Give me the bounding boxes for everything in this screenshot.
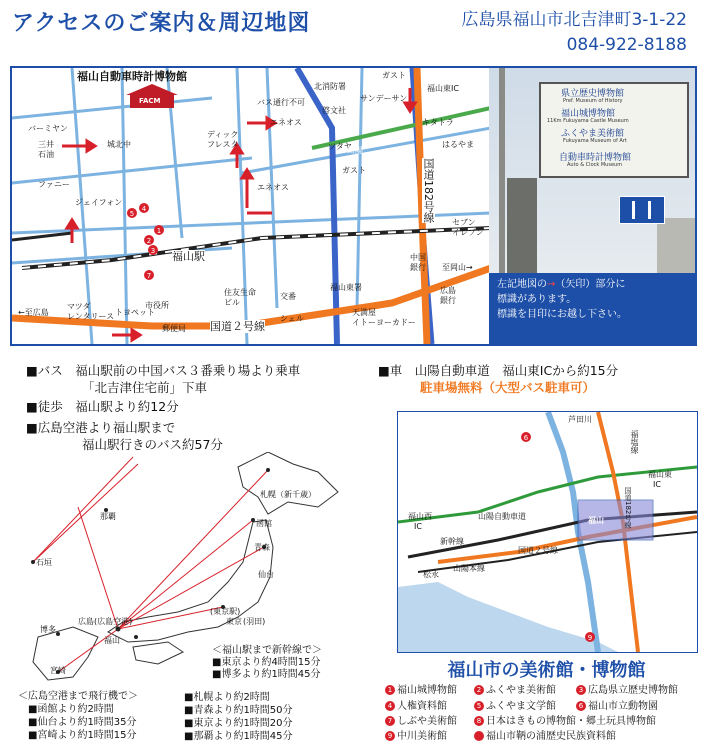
- area-map-shapes: [398, 412, 697, 652]
- sign-note: [489, 273, 695, 344]
- area-map: [397, 411, 698, 653]
- museum-item: [385, 715, 457, 728]
- label-dick: ディック: [207, 130, 239, 139]
- museum-item: [474, 730, 616, 743]
- area-label-route-2: 国道２号線: [518, 546, 558, 555]
- museum-number: 5: [474, 701, 484, 711]
- city-hakata: 博多: [40, 625, 56, 634]
- shinkansen-hakata: ■博多より約1時間45分: [212, 669, 321, 680]
- sign-line-2-en: 11Km Fukuyama Castle Museum: [547, 118, 629, 124]
- museum-name: 日本はきもの博物館・郷土玩具博物館: [486, 716, 656, 727]
- label-fancy: ファニー: [38, 180, 70, 189]
- svg-text:9: 9: [587, 634, 593, 642]
- museum-item: [576, 700, 658, 713]
- city-tokyo-station: (東京駅): [210, 607, 241, 616]
- label-kitatara: キタトラ: [422, 118, 454, 127]
- label-bus-no-pass: バス通行不可: [257, 98, 305, 107]
- label-rentalease: レンタリース: [67, 312, 115, 321]
- museum-number: 9: [385, 731, 395, 741]
- museum-number: 6: [576, 701, 586, 711]
- label-route-2: 国道２号線: [210, 320, 265, 333]
- phone-number: 084-922-8188: [566, 35, 687, 55]
- area-label-expressway: 山陽自動車道: [478, 512, 526, 521]
- svg-text:5: 5: [129, 210, 135, 218]
- access-bus-stop: 「北吉津住宅前」下車: [82, 380, 208, 395]
- museum-number: 7: [385, 716, 395, 726]
- label-eneos-2: エネオス: [257, 183, 289, 192]
- museum-name: しぶや美術館: [397, 716, 457, 727]
- museum-dot-icon: [474, 731, 484, 741]
- label-shell: シェル: [280, 314, 304, 323]
- museum-item: [474, 715, 656, 728]
- direction-sign: [539, 82, 689, 178]
- city-aomori: 青森: [254, 543, 270, 552]
- access-walk: ■徒歩 福山駅より約12分: [26, 399, 179, 414]
- label-fukuyama-station: 福山駅: [172, 250, 205, 263]
- street-map: [10, 66, 493, 346]
- area-label-nishi-ic: 福山西: [408, 512, 432, 521]
- sign-line-1: 県立歴史博物館: [561, 89, 625, 99]
- flight-tokyo: ■東京より約1時間20分: [184, 718, 293, 729]
- label-sumitomo-bldg: ビル: [224, 298, 240, 307]
- label-eneos-1: エネオス: [270, 118, 302, 127]
- svg-text:4: 4: [141, 205, 147, 213]
- museum-name: ふくやま文学館: [486, 701, 556, 712]
- access-airport-bus: 福山駅行きのバス約57分: [82, 437, 223, 452]
- note-text-1: 左記地図の: [497, 279, 547, 290]
- label-chugoku-bank-2: 銀行: [410, 263, 426, 272]
- label-itoyokado: イトーヨーカドー: [352, 318, 416, 327]
- city-hiroshima: 広島(広島空港): [78, 617, 133, 626]
- area-label-nishi-ic-2: IC: [414, 522, 422, 531]
- area-label-fukuyama: 福山: [588, 516, 604, 525]
- label-kita-bosai: 北消防署: [314, 82, 346, 91]
- city-miyazaki: 宮崎: [50, 666, 66, 675]
- label-sumitomo: 住友生命: [224, 288, 256, 297]
- label-city-hall: 市役所: [145, 301, 169, 310]
- label-sunday: サンデーサン: [360, 94, 408, 103]
- label-mazda: マツダ: [67, 302, 91, 311]
- city-haneda: (羽田): [243, 617, 266, 626]
- page-title: アクセスのご案内＆周辺地図: [12, 11, 311, 36]
- museum-name: ふくやま美術館: [486, 685, 556, 696]
- access-bus: ■バス 福山駅前の中国バス３番乗り場より乗車: [26, 363, 301, 378]
- area-label-fukuen: 福塩線: [630, 430, 639, 454]
- label-jyohoku: 城北中: [107, 140, 131, 149]
- flight-aomori: ■青森より約1時間50分: [184, 705, 293, 716]
- museum-number: 8: [474, 716, 484, 726]
- area-label-higashi-ic-2: IC: [653, 480, 661, 489]
- label-mitsui: 三井: [38, 140, 54, 149]
- museum-name: 人権資料館: [397, 701, 447, 712]
- flight-sendai: ■仙台より約1時間35分: [28, 717, 137, 728]
- museum-item: [474, 684, 556, 697]
- area-label-ashida: 芦田川: [568, 415, 592, 424]
- sign-line-3-en: Fukuyama Museum of Art: [563, 138, 627, 144]
- label-keibunsha: 啓文社: [322, 106, 346, 115]
- museum-number: 2: [474, 685, 484, 695]
- city-sendai: 仙台: [258, 570, 274, 579]
- japan-map: [18, 452, 368, 750]
- road-sign-photo: [489, 66, 697, 346]
- access-airport: ■広島空港より福山駅まで: [26, 420, 176, 435]
- label-route-182: 国道182号線: [422, 158, 435, 223]
- museum-logo: FACM: [139, 97, 161, 105]
- city-sapporo: 札幌（新千歳）: [260, 490, 316, 499]
- museum-item: [385, 730, 447, 743]
- label-fresta: フレスタ: [207, 140, 239, 149]
- address-block: [461, 8, 687, 58]
- label-eleven: イレブン: [452, 228, 484, 237]
- museum-name: 広島県立歴史博物館: [588, 685, 678, 696]
- label-higashi-ic: 福山東IC: [427, 84, 459, 93]
- museum-number: 4: [385, 701, 395, 711]
- area-label-higashi-ic: 福山東: [648, 470, 672, 479]
- label-higashi-police: 福山東署: [330, 283, 362, 292]
- area-label-matsunaga: 松永: [423, 570, 439, 579]
- sign-line-2: 福山城博物館: [561, 109, 616, 119]
- label-hareyama: はるやま: [442, 140, 474, 149]
- flight-miyazaki: ■宮崎より約1時間15分: [28, 730, 137, 741]
- museum-name: 福山自動車時計博物館: [77, 70, 187, 83]
- parking-note: 駐車場無料（大型バス駐車可）: [420, 380, 596, 395]
- sign-line-1-en: Pref. Museum of History: [563, 98, 623, 104]
- label-post-office: 郵便局: [162, 324, 186, 333]
- label-burmise: バーミヤン: [28, 124, 68, 133]
- museum-number: 3: [576, 685, 586, 695]
- svg-text:3: 3: [150, 247, 156, 255]
- red-arrow-icon: →: [547, 279, 556, 290]
- museum-item: [474, 700, 556, 713]
- address: 広島県福山市北吉津町3-1-22: [461, 10, 687, 30]
- museum-name: 中川美術館: [397, 731, 447, 742]
- museum-item: [576, 684, 678, 697]
- label-tenmaya: 天満屋: [352, 308, 376, 317]
- sign-line-3: ふくやま美術館: [561, 129, 625, 139]
- area-label-route-182: 国道182号線: [624, 487, 632, 529]
- sign-line-4: 自動車時計博物館: [559, 153, 632, 163]
- shinkansen-tokyo: ■東京より約4時間15分: [212, 657, 321, 668]
- museum-item: [385, 684, 457, 697]
- city-tokyo-air: 東京: [226, 617, 242, 626]
- label-hiroshima-bank: 広島: [440, 286, 456, 295]
- label-toyopet: トヨペット: [115, 308, 155, 317]
- label-to-hiroshima: ←至広島: [18, 308, 49, 317]
- flight-sapporo: ■札幌より約2時間: [184, 692, 270, 703]
- flight-naha: ■那覇より約1時間45分: [184, 731, 293, 742]
- access-car: ■車 山陽自動車道 福山東ICから約15分: [378, 363, 619, 378]
- lane-sign-icon: [619, 196, 665, 224]
- label-hiroshima-bank-2: 銀行: [440, 296, 456, 305]
- city-naha: 那覇: [100, 512, 116, 521]
- museum-item: [385, 700, 447, 713]
- label-koban: 交番: [280, 292, 296, 301]
- flight-title: ＜広島空港まで飛行機で＞: [18, 691, 138, 702]
- museum-name: 福山市鞆の浦歴史民族資料館: [486, 731, 616, 742]
- label-tsutaya: ツタヤ: [328, 142, 352, 151]
- city-fukuyama: 福山: [104, 636, 120, 645]
- label-to-okayama: 至岡山→: [442, 263, 473, 272]
- label-chugoku-bank: 中国: [410, 253, 426, 262]
- svg-text:6: 6: [523, 434, 529, 442]
- label-seven: セブン: [452, 218, 476, 227]
- label-sanyo: 山陽: [347, 146, 363, 155]
- note-text-3: 標識があります。: [497, 294, 577, 305]
- note-text-4: 標識を目印にお越し下さい。: [497, 309, 627, 320]
- city-ishigaki: 石垣: [36, 558, 52, 567]
- shinkansen-title: ＜福山駅まで新幹線で＞: [212, 645, 322, 656]
- label-mitsui-oil: 石油: [38, 150, 54, 159]
- label-gust-1: ガスト: [382, 71, 406, 80]
- svg-text:2: 2: [146, 237, 152, 245]
- city-hakodate: 函館: [256, 519, 272, 528]
- label-gust-2: ガスト: [342, 166, 366, 175]
- museum-name: 福山市立動物園: [588, 701, 658, 712]
- museum-name: 福山城博物館: [397, 685, 457, 696]
- svg-text:1: 1: [156, 227, 162, 235]
- sign-line-4-en: Auto & Clock Museum: [567, 162, 623, 168]
- museum-number: 1: [385, 685, 395, 695]
- museum-list-title: 福山市の美術館・博物館: [447, 660, 646, 681]
- area-label-shinkansen: 新幹線: [440, 537, 464, 546]
- label-jayfone: ジェイフォン: [75, 198, 123, 207]
- note-text-2: （矢印）部分に: [555, 279, 626, 290]
- svg-text:7: 7: [146, 272, 152, 280]
- area-label-sanyo-line: 山陽本線: [453, 564, 485, 573]
- flight-hakodate: ■函館より約2時間: [28, 704, 114, 715]
